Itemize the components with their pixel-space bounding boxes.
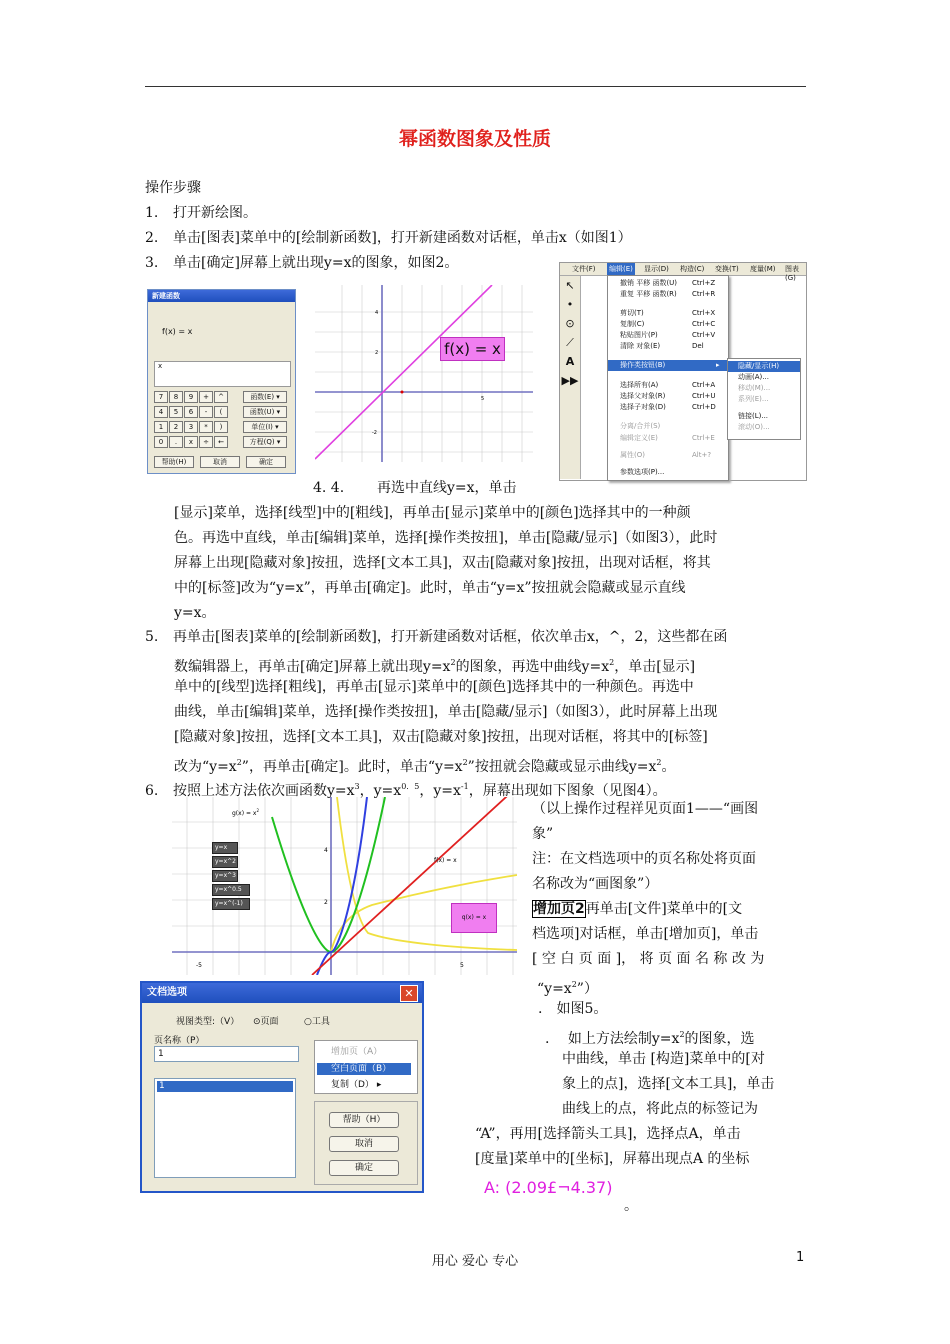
menu-item-undo[interactable]: 撤销 平移 函数(U) Ctrl+Z	[620, 279, 716, 287]
superscript: 2	[236, 758, 242, 767]
step-4-line-5: y=x。	[174, 605, 216, 621]
submenu-arrow-icon: ▸	[376, 1080, 382, 1090]
fig5-ok-button[interactable]: 确定	[329, 1160, 399, 1176]
fig3-menu-measure[interactable]: 度量(M)	[750, 265, 776, 273]
text-part: 。	[661, 759, 676, 775]
fig2-function-label: f(x) = x	[440, 337, 505, 361]
fig5-view-type-label: 视图类型:（V）	[176, 1017, 240, 1027]
fig1-key[interactable]: 8	[169, 391, 183, 403]
fig1-title: 新建函数	[148, 290, 295, 302]
text-part: 的图象，选	[684, 1031, 755, 1047]
text-part: ，y=x	[419, 783, 461, 799]
page-title: 幂函数图象及性质	[398, 128, 551, 150]
submenu-link[interactable]: 链接(L)...	[738, 412, 769, 420]
step-5-line-4: 曲线，单击[编辑]菜单，选择[操作类按扭]，单击[隐藏/显示]（如图3），此时屏幕上出现	[174, 704, 718, 720]
step-text: 打开新绘图。	[173, 205, 257, 221]
fig4-g-label: $g(x) = x^2$	[232, 808, 259, 817]
superscript: 2	[679, 1030, 685, 1039]
radio-label: 页面	[260, 1017, 279, 1027]
fig4-toggle-button[interactable]: y=x	[212, 842, 238, 854]
superscript: -1	[460, 782, 469, 791]
fig3-edit-dropdown	[607, 275, 729, 481]
step-text: 单击[图表]菜单中的[绘制新函数]，打开新建函数对话框，单击x（如图1）	[173, 230, 632, 246]
menu-label: 复制（D）	[331, 1080, 374, 1090]
right-line-4: 名称改为“画图象”）	[532, 876, 659, 892]
fig2-tick-5: 5	[481, 396, 485, 402]
fig2-tick-2: 2	[375, 350, 379, 356]
fig1-key[interactable]: 9	[184, 391, 198, 403]
page-footer: 用心 爱心 专心	[431, 1254, 519, 1269]
menu-item-clear[interactable]: 清除 对象(E) Del	[620, 342, 704, 350]
right-line-14: “A”，再用[选择箭头工具]，选择点A，单击	[475, 1126, 741, 1142]
menu-item-copy[interactable]: 复制(C) Ctrl+C	[620, 320, 716, 328]
right-line-13: 曲线上的点，将此点的标签记为	[562, 1101, 758, 1117]
fig5-page-list-item[interactable]: 1	[157, 1081, 293, 1092]
fig4-tick-4: 4	[324, 847, 328, 854]
q-label-text: q(x) = x	[461, 914, 487, 921]
text-part: 按照上述方法依次画函数y=x	[173, 783, 355, 799]
right-line-5	[532, 897, 742, 922]
radio-label: 工具	[311, 1017, 330, 1027]
fig1-key[interactable]: 5	[169, 406, 183, 418]
fig5-page-name-input[interactable]: 1	[154, 1046, 299, 1062]
text-part: ”按扭就会隐藏或显示曲线y=x	[467, 759, 657, 775]
menu-item-split-merge[interactable]: 分离/合并(S)	[620, 422, 661, 430]
fig4-tick-neg5: -5	[196, 962, 202, 969]
fig1-key[interactable]: +	[199, 391, 213, 403]
fig1-key[interactable]: ^	[214, 391, 228, 403]
step-number: 6.	[145, 783, 159, 799]
fig1-function-dropdown[interactable]: 函数(E) ▾	[243, 391, 287, 403]
text-part: 数编辑器上，再单击[确定]屏幕上就出现y=x	[174, 659, 451, 675]
submenu-animate[interactable]: 动画(A)...	[738, 373, 769, 381]
superscript: 2	[571, 980, 577, 989]
fig3-menu-display[interactable]: 显示(D)	[644, 265, 669, 273]
fig2-tick-neg2: -2	[372, 430, 377, 436]
superscript: 2	[462, 758, 468, 767]
fig3-toolbox	[560, 276, 581, 479]
fig1-function2-dropdown[interactable]: 函数(U) ▾	[243, 406, 287, 418]
fig5-title: 文档选项	[142, 983, 422, 1003]
fig4-curve-x-squared	[272, 797, 385, 952]
fig1-new-function-dialog	[147, 289, 296, 474]
fig5-add-page-item[interactable]: 增加页（A）	[331, 1047, 383, 1057]
fig1-key[interactable]: 4	[154, 406, 168, 418]
menu-item-properties[interactable]: 属性(O) Alt+?	[620, 451, 712, 459]
step-number: 2.	[145, 230, 159, 246]
fig2-graph	[315, 285, 533, 462]
fig2-tick-4: 4	[375, 310, 379, 316]
fig1-key[interactable]: 2	[169, 421, 183, 433]
fig5-help-button[interactable]: 帮助（H）	[329, 1112, 399, 1128]
text-part: . 如上方法绘制y=x	[545, 1031, 680, 1047]
compass-tool-icon[interactable]: ⊙	[565, 317, 575, 330]
fig4-toggle-button[interactable]: y=x^3	[212, 870, 238, 882]
fig4-q-label	[451, 903, 497, 933]
text-part: 改为“y=x	[174, 759, 237, 775]
fig5-page-list[interactable]	[154, 1078, 296, 1178]
step-4-first-line	[313, 476, 517, 501]
menu-item-select-children[interactable]: 选择子对象(D) Ctrl+D	[620, 403, 716, 411]
superscript: 2	[450, 658, 456, 667]
fig5-add-page-menu	[314, 1040, 418, 1094]
menu-item-cut[interactable]: 剪切(T) Ctrl+X	[620, 309, 716, 317]
superscript: 2	[609, 658, 615, 667]
fig1-input[interactable]: x	[154, 361, 291, 387]
right-line-15: [度量]菜单中的[坐标]，屏幕出现点A 的坐标	[475, 1151, 750, 1167]
fig1-key[interactable]: -	[199, 406, 213, 418]
submenu-hide-show[interactable]: 隐藏/显示(H)	[728, 361, 800, 372]
fig1-cancel-button[interactable]: 取消	[200, 456, 240, 468]
point-a-coordinate: A: (2.09£¬4.37)	[484, 1178, 613, 1197]
point-tool-icon[interactable]: •	[566, 298, 574, 311]
menu-item-select-parents[interactable]: 选择父对象(R) Ctrl+U	[620, 392, 716, 400]
step-text: 再单击[图表]菜单的[绘制新函数]，打开新建函数对话框，依次单击x，^，2，这些都在函	[173, 629, 728, 645]
right-line-9: . 如图5。	[538, 1001, 608, 1017]
step-1	[145, 201, 257, 226]
fig1-ok-button[interactable]: 确定	[246, 456, 286, 468]
fig3-edit-menu-screenshot	[559, 262, 807, 481]
fig2-graph-svg	[315, 285, 533, 462]
coord-period: 。	[624, 1198, 638, 1214]
step-3	[145, 251, 458, 276]
arrow-tool-icon[interactable]: ↖	[565, 279, 575, 292]
text-part: ，单击[显示]	[614, 659, 696, 675]
fig1-key[interactable]: )	[214, 421, 228, 433]
fig5-copy-item[interactable]	[331, 1077, 381, 1090]
fig3-menu-edit[interactable]: 编辑(E)	[609, 265, 633, 273]
fig5-radio-tool[interactable]	[304, 1014, 330, 1027]
fig5-document-options-dialog	[140, 981, 424, 1193]
step-text: 单击[确定]屏幕上就出现y=x的图象，如图2。	[173, 255, 459, 271]
right-line-12: 象上的点]，选择[文本工具]，单击	[562, 1076, 775, 1092]
fig4-toggle-button[interactable]: y=x^2	[212, 856, 238, 868]
step-4-line-1: [显示]菜单，选择[线型]中的[粗线]，再单击[显示]菜单中的[颜色]选择其中的一种颜	[174, 505, 691, 521]
fig1-key[interactable]: 6	[184, 406, 198, 418]
step-4-line-4: 中的[标签]改为“y=x”，再单击[确定]。此时，单击“y=x”按扭就会隐藏或显示直线	[174, 580, 686, 596]
fig4-graph	[172, 797, 517, 975]
right-line-7: [ 空 白 页 面 ]， 将 页 面 名 称 改 为	[532, 951, 765, 967]
fig4-toggle-button[interactable]: y=x^(-1)	[212, 898, 250, 910]
fig1-key[interactable]: 7	[154, 391, 168, 403]
text-part: ，y=x	[359, 783, 402, 799]
fig1-key[interactable]: x	[184, 436, 198, 448]
fig1-key[interactable]: .	[169, 436, 183, 448]
text-part: ”）	[576, 981, 598, 997]
fig1-equation-dropdown[interactable]: 方程(Q) ▾	[243, 436, 287, 448]
fig1-key[interactable]: ÷	[199, 436, 213, 448]
fig3-menu-transform[interactable]: 变换(T)	[715, 265, 739, 273]
menu-item-preferences[interactable]: 参数选项(P)...	[620, 468, 665, 476]
superscript: 0．5	[401, 782, 420, 791]
fig3-menu-file[interactable]: 文件(F)	[572, 265, 596, 273]
fig1-key[interactable]: *	[199, 421, 213, 433]
fig4-toggle-button[interactable]: y=x^0.5	[212, 884, 250, 896]
line-tool-icon[interactable]: ⟋	[566, 336, 574, 349]
fig1-key[interactable]: 1	[154, 421, 168, 433]
fig2-grid	[315, 285, 533, 462]
fig5-page-name-label: 页名称（P）	[154, 1036, 205, 1046]
step-2	[145, 226, 632, 251]
step-5-line-3: 单中的[线型]选择[粗线]，再单击[显示]菜单中的[颜色]选择其中的一种颜色。再选中	[174, 679, 694, 695]
step-number: 4. 4.	[313, 480, 345, 496]
radio-selected-icon: ⊙	[253, 1017, 261, 1027]
fig5-button-group	[314, 1101, 418, 1185]
step-4-line-2: 色。再选中直线，单击[编辑]菜单，选择[操作类按扭]，单击[隐藏/显示]（如图3），此时	[174, 530, 718, 546]
fig3-menu-graph[interactable]: 图表(G)	[785, 265, 799, 282]
fig4-tick-5: 5	[460, 962, 464, 969]
text-part: ，屏幕出现如下图象（见图4）。	[468, 783, 667, 799]
menu-item-paste[interactable]: 粘贴图片(P) Ctrl+V	[620, 331, 716, 339]
custom-tool-icon[interactable]: ▶▶	[561, 374, 579, 387]
fig3-action-submenu	[727, 358, 801, 440]
header-rule	[145, 86, 806, 87]
fig3-menu-construct[interactable]: 构造(C)	[680, 265, 705, 273]
step-4-line-3: 屏幕上出现[隐藏对象]按扭，选择[文本工具]，双击[隐藏对象]按扭，出现对话框，将其	[174, 555, 711, 571]
menu-item-redo[interactable]: 重复 平移 函数(R) Ctrl+R	[620, 290, 716, 298]
text-part: ”，再单击[确定]。此时，单击“y=x	[241, 759, 463, 775]
page-number: 1	[796, 1250, 805, 1265]
step-number: 3.	[145, 255, 159, 271]
menu-item-edit-definition[interactable]: 编辑定义(E) Ctrl+E	[620, 434, 715, 442]
fig1-key[interactable]: ←	[214, 436, 228, 448]
submenu-sequence[interactable]: 系列(E)...	[738, 395, 769, 403]
fig5-radio-page[interactable]	[253, 1014, 279, 1027]
fig4-f-label: f(x) = x	[434, 857, 457, 864]
fig1-help-button[interactable]: 帮助(H)	[154, 456, 194, 468]
fig2-unit-point	[401, 391, 404, 394]
step-5-line-5: [隐藏对象]按扭，选择[文本工具]，双击[隐藏对象]按扭，出现对话框，将其中的[标签]	[174, 729, 708, 745]
text-part: “y=x	[537, 981, 572, 997]
fig5-cancel-button[interactable]: 取消	[329, 1136, 399, 1152]
menu-item-action-buttons[interactable]: 操作类按钮(B) ▸	[608, 360, 728, 371]
superscript: 2	[656, 758, 662, 767]
right-line-3: 注：在文档选项中的页名称处将页面	[532, 851, 756, 867]
step-text: 再选中直线y=x，单击	[377, 480, 517, 496]
fig1-key[interactable]: 0	[154, 436, 168, 448]
text-tool-icon[interactable]: A	[565, 355, 575, 368]
fig5-blank-page-item[interactable]: 空白页面（B）	[317, 1063, 411, 1075]
right-line-6: 档选项]对话框，单击[增加页]，单击	[532, 926, 759, 942]
menu-item-select-all[interactable]: 选择所有(A) Ctrl+A	[620, 381, 716, 389]
text-part: 再单击[文件]菜单中的[文	[585, 901, 743, 917]
fig1-expression: f(x) = x	[162, 327, 193, 336]
right-line-11: 中曲线，单击 [构造]菜单中的[对	[562, 1051, 765, 1067]
step-5-line-1	[145, 625, 727, 650]
fig1-unit-dropdown[interactable]: 单位(I) ▾	[243, 421, 287, 433]
close-icon[interactable]: ✕	[400, 985, 418, 1002]
fig1-key[interactable]: 3	[184, 421, 198, 433]
step-number: 5.	[145, 629, 159, 645]
steps-heading: 操作步骤	[145, 180, 201, 196]
right-line-2: 象”	[532, 826, 554, 842]
step-number: 1.	[145, 205, 159, 221]
add-page-2-button[interactable]: 增加页2	[533, 901, 585, 917]
submenu-move[interactable]: 移动(M)...	[738, 384, 771, 392]
fig1-key[interactable]: (	[214, 406, 228, 418]
right-line-1: （以上操作过程祥见页面1——“画图	[532, 801, 759, 817]
submenu-scroll[interactable]: 滚动(O)...	[738, 423, 770, 431]
superscript: 3	[354, 782, 360, 791]
text-part: 的图象，再选中曲线y=x	[455, 659, 610, 675]
fig4-tick-2: 2	[324, 899, 328, 906]
radio-empty-icon: ○	[304, 1017, 312, 1027]
